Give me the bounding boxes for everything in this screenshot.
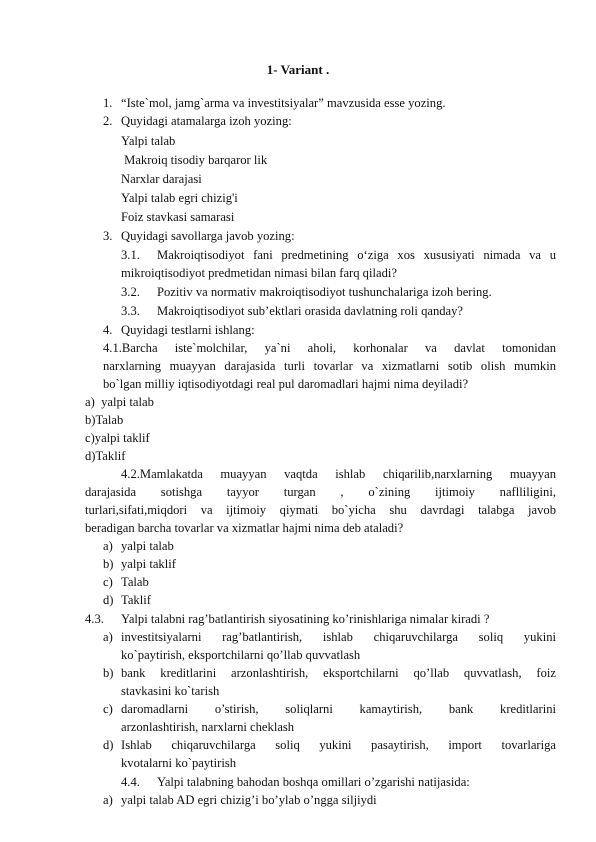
test-4-3-option: daromadlarni o’stirish, soliqlarni kamaytirish, bank kreditlarini: [121, 702, 556, 716]
option-letter: b): [103, 666, 114, 680]
test-4-1-option: c)yalpi taklif: [85, 431, 150, 445]
q3-sub-number: 3.2.: [121, 285, 140, 299]
test-4-3-option: Ishlab chiqaruvchilarga soliq yukini pasaytirish, import tovarlariga: [121, 738, 556, 752]
test-4-3-option: investitsiyalarni rag’batlantirish, ishlab chiqaruvchilarga soliq yukini: [121, 630, 556, 644]
test-4-2-text: turlari,sifati,miqdori va ijtimoiy qiymati bo`yicha shu davrdagi talabga javob: [85, 503, 556, 517]
q2-term: Yalpi talab: [121, 134, 176, 148]
test-4-4-text: Yalpi talabning bahodan boshqa omillari o’zgarishi natijasida:: [157, 775, 470, 789]
q3-sub-number: 3.3.: [121, 304, 140, 318]
q2-term: Yalpi talab egri chizig'i: [121, 191, 238, 205]
test-4-3-option: kvotalarni ko`paytirish: [121, 756, 237, 770]
q3-sub-text: Makroiqtisodiyot fani predmetining o‘ziga xos xususiyati nimada va u: [157, 248, 556, 262]
q3-sub-text: mikroiqtisodiyot predmetidan nimasi bilan farq qiladi?: [121, 266, 397, 280]
test-4-3-number: 4.3.: [85, 612, 104, 626]
q3-sub-text: Pozitiv va normativ makroiqtisodiyot tushunchalariga izoh bering.: [157, 285, 492, 299]
q3-number: 3.: [103, 229, 113, 243]
q2-term: Makroiq tisodiy barqaror lik: [121, 153, 268, 167]
test-4-3-option: stavkasini ko`tarish: [121, 684, 220, 698]
test-4-2-text: darajasida sotishga tayyor turgan , o`zining ijtimoiy naflliligini,: [85, 485, 556, 499]
option-letter: c): [103, 702, 113, 716]
test-4-1-option: a) yalpi talab: [85, 395, 154, 409]
test-4-3-option: arzonlashtirish, narxlarni cheklash: [121, 720, 295, 734]
option-letter: a): [103, 630, 113, 644]
option-letter: d): [103, 738, 114, 752]
test-4-4-option: yalpi talab AD egri chizig’i bo’ylab o’ngga siljiydi: [121, 793, 377, 807]
test-4-2-text: beradigan barcha tovarlar va xizmatlar hajmi nima deb ataladi?: [85, 521, 404, 535]
option-letter: b): [103, 557, 114, 571]
q2-term: Foiz stavkasi samarasi: [121, 210, 235, 224]
test-4-3-option: ko`paytirish, eksportchilarni qo’llab quvvatlash: [121, 648, 361, 662]
q1-number: 1.: [103, 96, 113, 110]
test-4-1-option: b)Talab: [85, 413, 124, 427]
test-4-2-option: Talab: [121, 575, 149, 589]
test-4-3-option: bank kreditlarini arzonlashtirish, eksportchilarni qo’llab quvvatlash, foiz: [121, 666, 556, 680]
test-4-1-option: d)Taklif: [85, 449, 126, 463]
option-letter: a): [103, 539, 113, 553]
test-4-1-text: narxlarning muayyan darajasida turli tovarlar va xizmatlarni sotib olish mumkin: [103, 359, 556, 373]
test-4-4-number: 4.4.: [121, 775, 140, 789]
q3-sub-text: Makroiqtisodiyot sub’ektlari orasida davlatning roli qanday?: [157, 304, 464, 318]
q3-text: Quyidagi savollarga javob yozing:: [121, 229, 295, 243]
q2-number: 2.: [103, 114, 113, 128]
q2-text: Quyidagi atamalarga izoh yozing:: [121, 114, 292, 128]
test-4-2-text: 4.2.Mamlakatda muayyan vaqtda ishlab chiqarilib,narxlarning muayyan: [121, 467, 556, 481]
page-title: 1- Variant .: [266, 62, 330, 77]
q4-number: 4.: [103, 323, 113, 337]
test-4-1-text: bo`lgan milliy iqtisodiyotdagi real pul daromadlari hajmi nima deyiladi?: [103, 377, 469, 391]
test-4-2-option: yalpi taklif: [121, 557, 176, 571]
q3-sub-number: 3.1.: [121, 248, 140, 262]
q1-text: “Iste`mol, jamg`arma va investitsiyalar” mavzusida esse yozing.: [121, 96, 446, 110]
test-4-2-option: yalpi talab: [121, 539, 174, 553]
q4-text: Quyidagi testlarni ishlang:: [121, 323, 255, 337]
option-letter: c): [103, 575, 113, 589]
test-4-3-text: Yalpi talabni rag’batlantirish siyosatining ko’rinishlariga nimalar kiradi ?: [121, 612, 490, 626]
test-4-1-text: 4.1.Barcha iste`molchilar, ya`ni aholi, korhonalar va davlat tomonidan: [103, 341, 556, 355]
q2-term: Narxlar darajasi: [121, 172, 202, 186]
option-letter: d): [103, 593, 114, 607]
test-4-2-option: Taklif: [121, 593, 151, 607]
option-letter: a): [103, 793, 113, 807]
